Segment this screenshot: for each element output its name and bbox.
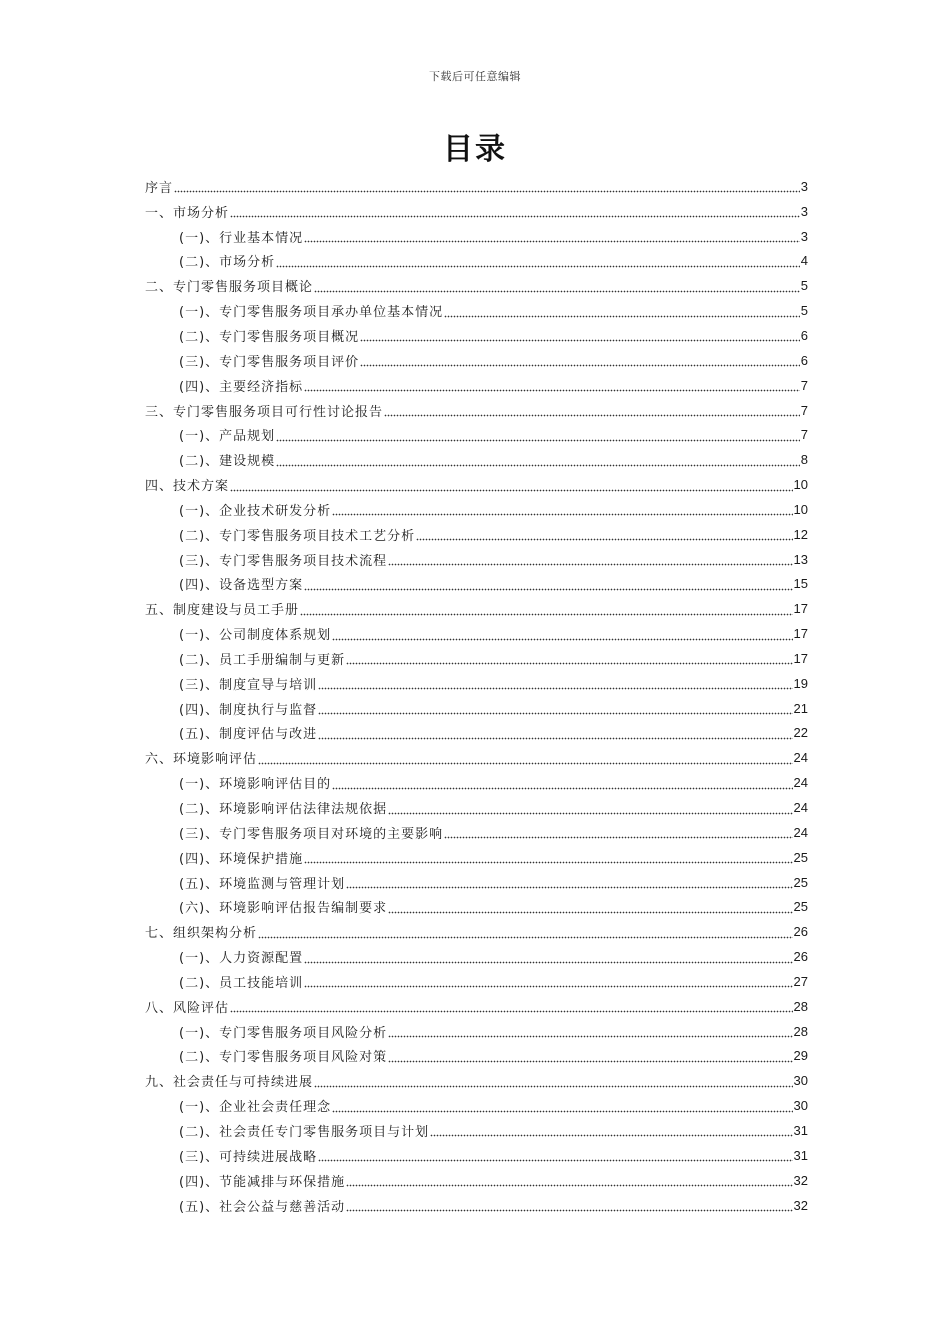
- toc-entry[interactable]: [145, 572, 808, 597]
- toc-entry-label: (二)、员工手册编制与更新: [179, 652, 346, 668]
- toc-entry[interactable]: [145, 845, 808, 870]
- toc-entry[interactable]: [145, 596, 808, 621]
- toc-entry-page-number: 17: [793, 626, 808, 642]
- toc-dot-leader: [346, 1200, 792, 1214]
- toc-entry[interactable]: [145, 944, 808, 969]
- toc-dot-leader: [230, 206, 800, 220]
- toc-dot-leader: [444, 306, 800, 320]
- toc-entry-label: (六)、环境影响评估报告编制要求: [179, 901, 388, 917]
- toc-entry-label: (一)、专门零售服务项目风险分析: [179, 1025, 388, 1041]
- toc-dot-leader: [388, 1026, 792, 1040]
- toc-entry-label: (四)、设备选型方案: [179, 578, 304, 594]
- toc-entry[interactable]: [145, 745, 808, 770]
- toc-entry-label: 三、专门零售服务项目可行性讨论报告: [145, 404, 384, 420]
- toc-entry-label: (二)、社会责任专门零售服务项目与计划: [179, 1124, 430, 1140]
- toc-entry-page-number: 3: [800, 203, 808, 219]
- toc-entry-page-number: 12: [793, 526, 808, 542]
- toc-entry-page-number: 15: [793, 576, 808, 592]
- toc-entry[interactable]: [145, 422, 808, 447]
- toc-entry-label: (二)、专门零售服务项目概况: [179, 329, 360, 345]
- toc-entry-page-number: 28: [793, 998, 808, 1014]
- toc-dot-leader: [360, 355, 800, 369]
- toc-entry[interactable]: [145, 1068, 808, 1093]
- toc-entry-page-number: 24: [793, 750, 808, 766]
- toc-entry[interactable]: [145, 323, 808, 348]
- toc-entry[interactable]: [145, 398, 808, 423]
- toc-entry-page-number: 25: [793, 849, 808, 865]
- toc-entry-label: 六、环境影响评估: [145, 752, 258, 768]
- toc-entry-label: 二、专门零售服务项目概论: [145, 280, 314, 296]
- toc-entry-page-number: 10: [793, 477, 808, 493]
- toc-entry-label: (三)、制度宣导与培训: [179, 677, 318, 693]
- toc-entry-page-number: 24: [793, 824, 808, 840]
- toc-dot-leader: [304, 231, 800, 245]
- toc-dot-leader: [388, 554, 792, 568]
- toc-entry-page-number: 30: [793, 1098, 808, 1114]
- toc-entry-page-number: 17: [793, 650, 808, 666]
- toc-entry[interactable]: [145, 1118, 808, 1143]
- toc-entry[interactable]: [145, 1093, 808, 1118]
- toc-entry[interactable]: [145, 969, 808, 994]
- toc-entry-label: (四)、环境保护措施: [179, 851, 304, 867]
- toc-entry-page-number: 31: [793, 1147, 808, 1163]
- toc-entry[interactable]: [145, 224, 808, 249]
- toc-dot-leader: [314, 1076, 793, 1090]
- toc-dot-leader: [318, 1150, 792, 1164]
- toc-entry[interactable]: [145, 348, 808, 373]
- toc-dot-leader: [276, 455, 800, 469]
- toc-entry[interactable]: [145, 770, 808, 795]
- toc-entry-label: (一)、企业社会责任理念: [179, 1100, 332, 1116]
- toc-entry-page-number: 7: [800, 377, 808, 393]
- toc-entry[interactable]: [145, 522, 808, 547]
- toc-entry-page-number: 28: [793, 1023, 808, 1039]
- toc-entry-label: 八、风险评估: [145, 1000, 230, 1016]
- toc-dot-leader: [304, 976, 792, 990]
- toc-dot-leader: [304, 852, 792, 866]
- toc-entry-label: 九、社会责任与可持续进展: [145, 1075, 314, 1091]
- toc-dot-leader: [332, 778, 792, 792]
- toc-entry[interactable]: [145, 621, 808, 646]
- toc-entry-page-number: 13: [793, 551, 808, 567]
- toc-entry-page-number: 6: [800, 327, 808, 343]
- toc-entry[interactable]: [145, 273, 808, 298]
- toc-entry[interactable]: [145, 1193, 808, 1218]
- toc-entry-label: (一)、环境影响评估目的: [179, 777, 332, 793]
- toc-dot-leader: [388, 1051, 792, 1065]
- toc-entry[interactable]: [145, 1143, 808, 1168]
- toc-entry-label: (三)、专门零售服务项目评价: [179, 354, 360, 370]
- toc-entry-page-number: 5: [800, 303, 808, 319]
- toc-entry-label: (一)、公司制度体系规划: [179, 628, 332, 644]
- toc-dot-leader: [318, 728, 792, 742]
- toc-dot-leader: [346, 653, 792, 667]
- page-header: 下载后可任意编辑: [429, 70, 521, 83]
- toc-entry[interactable]: [145, 472, 808, 497]
- toc-entry-label: 七、组织架构分析: [145, 926, 258, 942]
- toc-entry-label: (四)、制度执行与监督: [179, 702, 318, 718]
- toc-entry[interactable]: [145, 696, 808, 721]
- toc-dot-leader: [318, 703, 792, 717]
- toc-entry-page-number: 21: [793, 700, 808, 716]
- toc-entry-label: (五)、社会公益与慈善活动: [179, 1199, 346, 1215]
- toc-entry-page-number: 26: [793, 924, 808, 940]
- toc-entry-page-number: 8: [800, 452, 808, 468]
- toc-dot-leader: [174, 181, 800, 195]
- toc-dot-leader: [430, 1125, 792, 1139]
- toc-dot-leader: [332, 629, 792, 643]
- toc-dot-leader: [276, 256, 800, 270]
- toc-entry-page-number: 3: [800, 228, 808, 244]
- toc-entry-page-number: 32: [793, 1197, 808, 1213]
- toc-dot-leader: [346, 1175, 792, 1189]
- toc-entry-label: 序言: [145, 180, 174, 196]
- toc-entry-page-number: 32: [793, 1172, 808, 1188]
- toc-entry-page-number: 5: [800, 278, 808, 294]
- toc-entry-page-number: 3: [800, 178, 808, 194]
- toc-entry[interactable]: [145, 671, 808, 696]
- toc-dot-leader: [258, 753, 793, 767]
- toc-dot-leader: [230, 480, 793, 494]
- toc-entry-label: (五)、制度评估与改进: [179, 727, 318, 743]
- toc-entry-label: (二)、市场分析: [179, 255, 276, 271]
- table-of-contents: [145, 174, 808, 1217]
- toc-dot-leader: [388, 803, 792, 817]
- toc-entry-page-number: 27: [793, 973, 808, 989]
- toc-entry-page-number: 19: [793, 675, 808, 691]
- toc-entry-label: (一)、人力资源配置: [179, 951, 304, 967]
- toc-entry[interactable]: [145, 870, 808, 895]
- toc-entry-label: (二)、建设规模: [179, 454, 276, 470]
- toc-entry-label: (二)、环境影响评估法律法规依据: [179, 802, 388, 818]
- toc-entry[interactable]: [145, 919, 808, 944]
- toc-entry-page-number: 26: [793, 949, 808, 965]
- toc-entry-page-number: 31: [793, 1122, 808, 1138]
- toc-dot-leader: [314, 281, 800, 295]
- toc-entry-page-number: 17: [793, 601, 808, 617]
- toc-dot-leader: [332, 1101, 792, 1115]
- toc-dot-leader: [444, 827, 792, 841]
- toc-entry[interactable]: [145, 249, 808, 274]
- toc-entry-page-number: 7: [800, 427, 808, 443]
- toc-dot-leader: [360, 330, 800, 344]
- toc-dot-leader: [416, 529, 792, 543]
- toc-entry-label: (一)、行业基本情况: [179, 230, 304, 246]
- toc-entry-page-number: 7: [800, 402, 808, 418]
- toc-entry-label: (四)、主要经济指标: [179, 379, 304, 395]
- toc-dot-leader: [258, 927, 793, 941]
- toc-entry-label: (五)、环境监测与管理计划: [179, 876, 346, 892]
- toc-entry[interactable]: [145, 298, 808, 323]
- toc-dot-leader: [332, 504, 792, 518]
- toc-entry-page-number: 29: [793, 1048, 808, 1064]
- toc-dot-leader: [304, 380, 800, 394]
- toc-entry-label: 一、市场分析: [145, 205, 230, 221]
- toc-entry-label: (三)、可持续进展战略: [179, 1149, 318, 1165]
- toc-entry-page-number: 22: [793, 725, 808, 741]
- toc-entry-label: (三)、专门零售服务项目对环境的主要影响: [179, 826, 444, 842]
- toc-entry[interactable]: [145, 447, 808, 472]
- toc-entry-label: (一)、专门零售服务项目承办单位基本情况: [179, 305, 444, 321]
- toc-dot-leader: [276, 430, 800, 444]
- toc-entry[interactable]: [145, 1019, 808, 1044]
- toc-entry[interactable]: [145, 994, 808, 1019]
- toc-entry-label: 四、技术方案: [145, 479, 230, 495]
- toc-title: 目录: [443, 132, 507, 167]
- toc-dot-leader: [300, 604, 793, 618]
- toc-entry-label: (四)、节能减排与环保措施: [179, 1174, 346, 1190]
- toc-entry[interactable]: [145, 199, 808, 224]
- toc-entry-page-number: 6: [800, 352, 808, 368]
- toc-dot-leader: [304, 952, 792, 966]
- toc-entry-page-number: 10: [793, 501, 808, 517]
- toc-entry[interactable]: [145, 894, 808, 919]
- toc-entry[interactable]: [145, 820, 808, 845]
- toc-entry-label: (二)、专门零售服务项目技术工艺分析: [179, 528, 416, 544]
- toc-entry-label: (一)、企业技术研发分析: [179, 503, 332, 519]
- toc-entry-label: (二)、员工技能培训: [179, 975, 304, 991]
- toc-entry-page-number: 30: [793, 1073, 808, 1089]
- toc-dot-leader: [230, 1001, 793, 1015]
- toc-entry-label: (二)、专门零售服务项目风险对策: [179, 1050, 388, 1066]
- toc-entry[interactable]: [145, 547, 808, 572]
- toc-dot-leader: [318, 678, 792, 692]
- toc-entry[interactable]: [145, 174, 808, 199]
- toc-entry-label: (一)、产品规划: [179, 429, 276, 445]
- toc-entry[interactable]: [145, 721, 808, 746]
- toc-entry[interactable]: [145, 1168, 808, 1193]
- toc-entry[interactable]: [145, 1044, 808, 1069]
- toc-entry-page-number: 24: [793, 775, 808, 791]
- toc-entry[interactable]: [145, 646, 808, 671]
- toc-dot-leader: [304, 579, 792, 593]
- toc-entry-page-number: 25: [793, 874, 808, 890]
- toc-dot-leader: [384, 405, 800, 419]
- toc-dot-leader: [346, 877, 792, 891]
- toc-entry[interactable]: [145, 795, 808, 820]
- toc-entry[interactable]: [145, 497, 808, 522]
- toc-entry-page-number: 4: [800, 253, 808, 269]
- toc-entry-page-number: 24: [793, 800, 808, 816]
- toc-dot-leader: [388, 902, 792, 916]
- toc-entry-page-number: 25: [793, 899, 808, 915]
- toc-entry-label: (三)、专门零售服务项目技术流程: [179, 553, 388, 569]
- toc-entry[interactable]: [145, 373, 808, 398]
- toc-entry-label: 五、制度建设与员工手册: [145, 603, 300, 619]
